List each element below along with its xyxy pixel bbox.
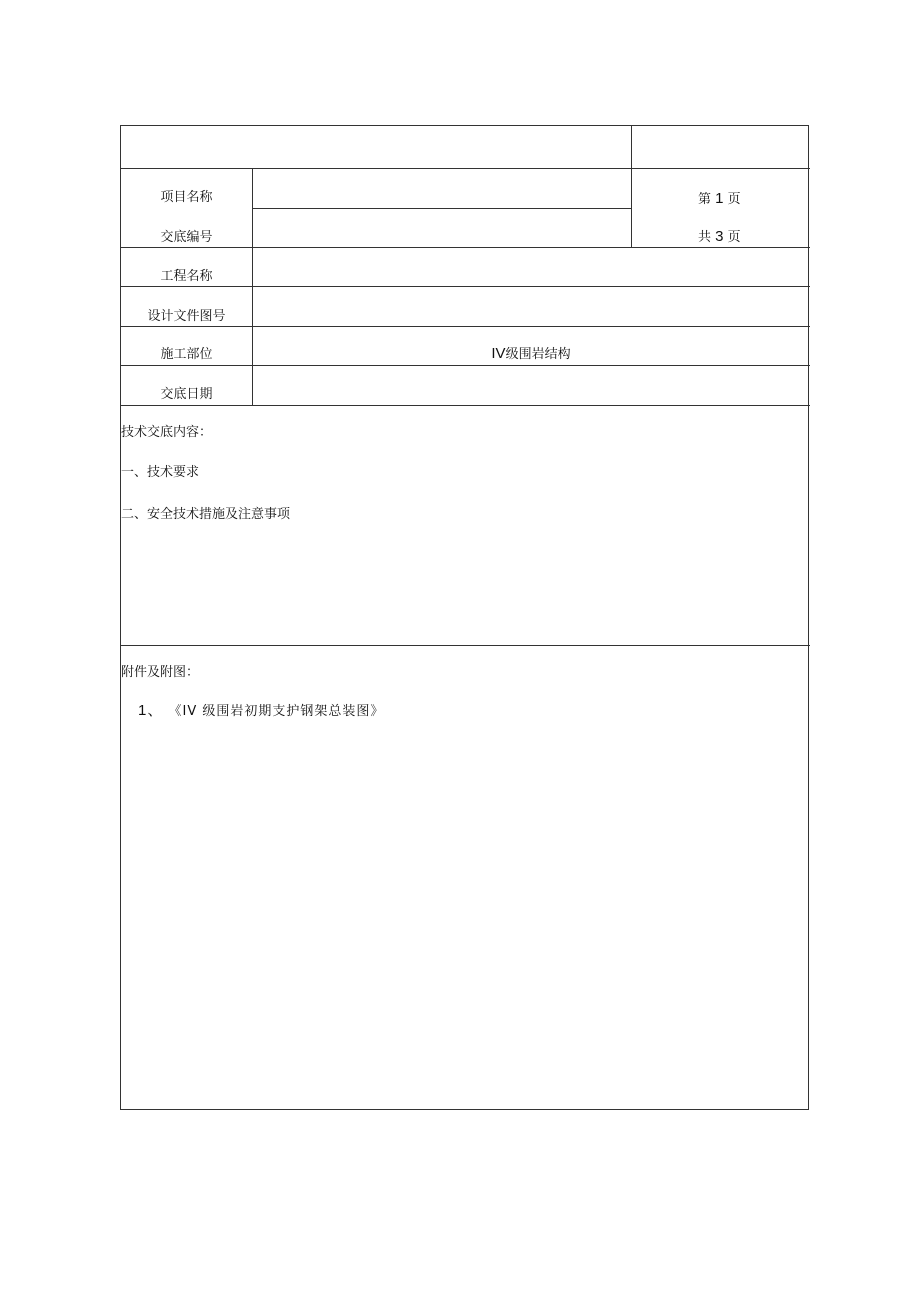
rock-grade-roman: IV (491, 345, 506, 362)
content-item-technical-requirements: 一、技术要求 (121, 465, 200, 480)
content-item-safety-measures: 二、安全技术措施及注意事项 (121, 507, 291, 522)
col-divider-right (631, 126, 632, 247)
row-divider-project (252, 208, 631, 209)
total-pages: 3 (715, 228, 724, 245)
label-handover-date: 交底日期 (160, 387, 213, 402)
technical-handover-form (120, 125, 809, 1110)
total-pages-indicator: 共 3 页 (698, 228, 741, 245)
label-engineering-name: 工程名称 (160, 269, 213, 284)
row-divider-handover-no (121, 247, 810, 248)
page-number: 1 (715, 190, 724, 207)
value-construction-part[interactable] (252, 346, 810, 363)
page-indicator: 第 1 页 (698, 190, 741, 207)
row-divider-part (121, 365, 810, 366)
row-divider-engineering (121, 286, 810, 287)
row-divider-date (121, 405, 810, 406)
col-divider-label (252, 168, 253, 405)
attachment-item-number: 1、 (138, 702, 164, 719)
attachments-heading: 附件及附图： (121, 665, 200, 680)
label-design-doc-no: 设计文件图号 (147, 309, 226, 324)
row-divider-header (121, 168, 810, 169)
construction-part-text: 级围岩结构 (505, 347, 571, 362)
label-handover-no: 交底编号 (160, 230, 213, 245)
label-construction-part: 施工部位 (160, 347, 213, 362)
content-heading: 技术交底内容： (121, 425, 213, 440)
label-project-name: 项目名称 (160, 190, 213, 205)
row-divider-content (121, 645, 810, 646)
row-divider-design (121, 326, 810, 327)
attachment-item-title: 《IV 级围岩初期支护钢架总装图》 (168, 704, 385, 719)
attachment-item[interactable] (138, 703, 384, 720)
